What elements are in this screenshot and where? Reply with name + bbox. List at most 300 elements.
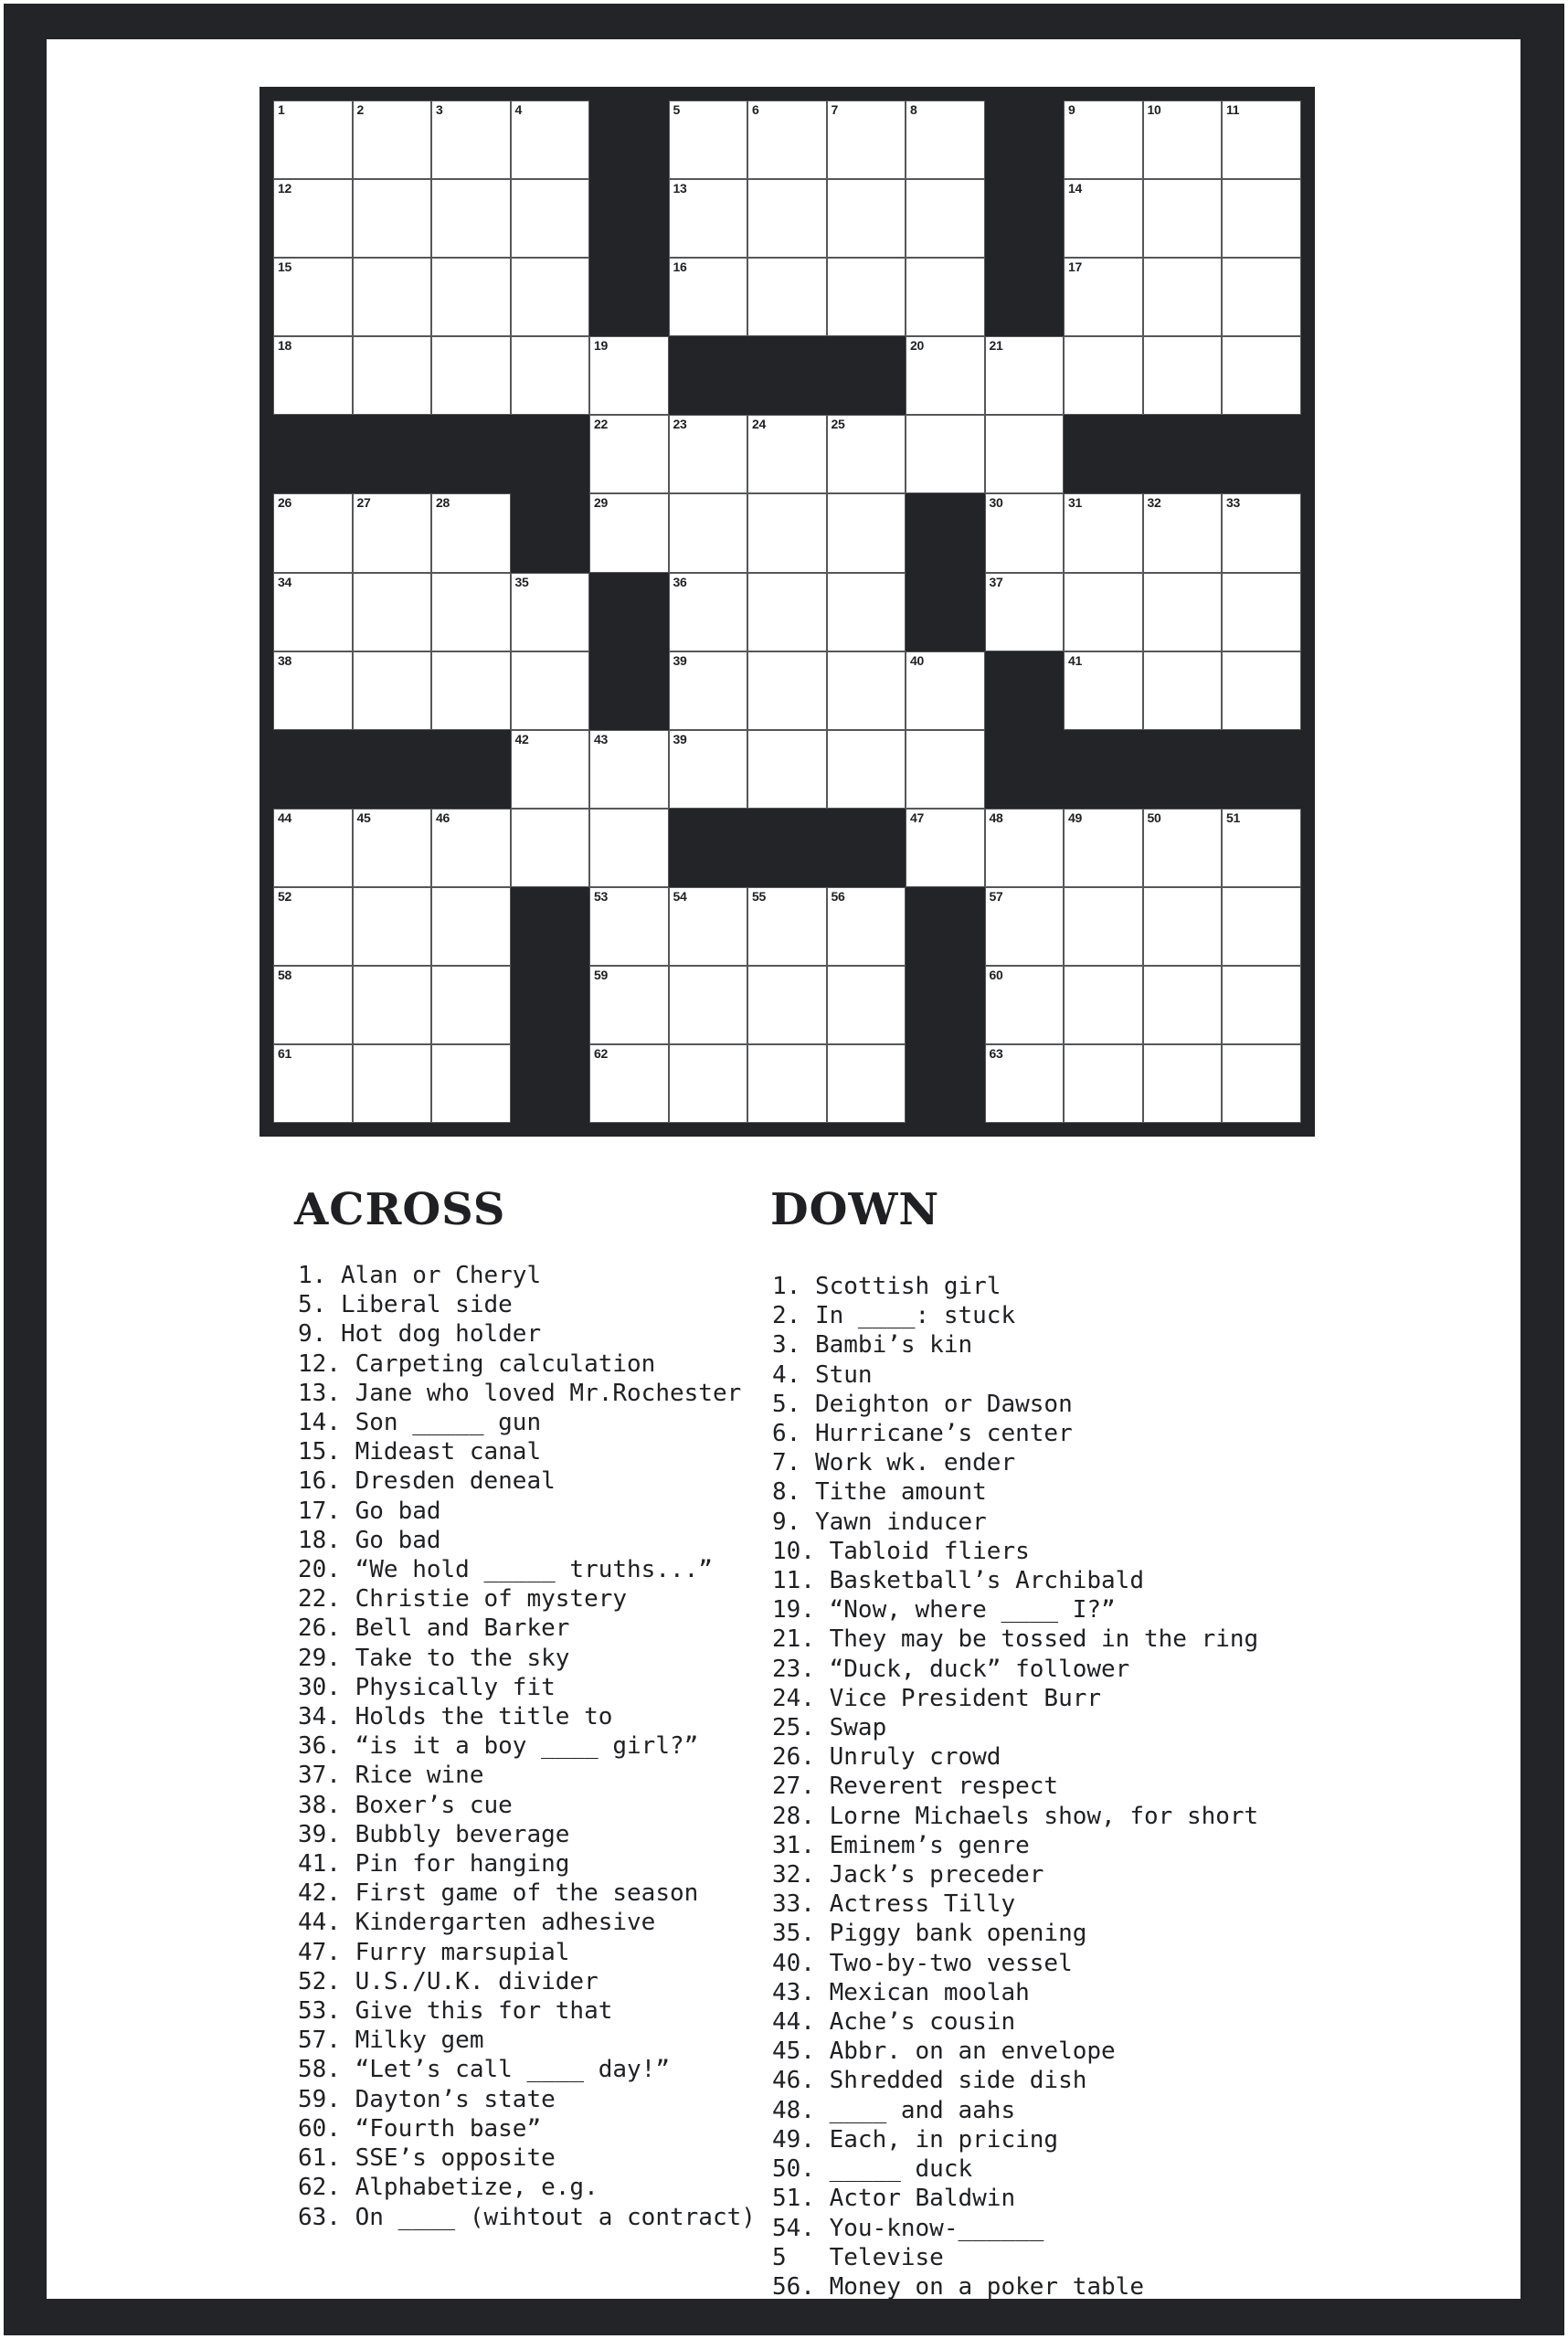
down-clue: 44. Ache’s cousin xyxy=(772,2008,1016,2037)
grid-cell[interactable] xyxy=(906,809,985,887)
grid-cell[interactable] xyxy=(1064,179,1143,258)
grid-cell-black xyxy=(1143,415,1223,493)
cell-number: 42 xyxy=(514,731,529,746)
grid-cell[interactable] xyxy=(747,493,827,572)
cell-number: 35 xyxy=(514,574,529,589)
grid-cell[interactable] xyxy=(1143,651,1223,730)
grid-cell[interactable] xyxy=(827,179,906,258)
grid-cell[interactable] xyxy=(511,179,590,258)
cell-number: 55 xyxy=(752,888,766,904)
down-clue: 45. Abbr. on an envelope xyxy=(772,2037,1116,2066)
grid-cell[interactable] xyxy=(747,179,827,258)
cell-number: 2 xyxy=(356,102,364,117)
across-clue: 38. Boxer’s cue xyxy=(298,1791,513,1819)
down-clue: 51. Actor Baldwin xyxy=(772,2185,1016,2213)
grid-cell[interactable] xyxy=(353,179,432,258)
grid-cell-black xyxy=(906,493,985,572)
grid-cell[interactable] xyxy=(1222,809,1301,887)
grid-cell[interactable] xyxy=(353,258,432,336)
grid-cell[interactable] xyxy=(827,651,906,730)
across-clue: 34. Holds the title to xyxy=(298,1703,613,1731)
grid-cell[interactable] xyxy=(353,336,432,415)
grid-cell[interactable] xyxy=(1064,493,1143,572)
grid-cell-black xyxy=(589,651,669,730)
grid-cell[interactable] xyxy=(431,258,511,336)
cell-number: 51 xyxy=(1226,810,1240,825)
down-clue: 26. Unruly crowd xyxy=(772,1743,1001,1772)
across-clue: 15. Mideast canal xyxy=(298,1438,542,1466)
grid-cell[interactable] xyxy=(906,179,985,258)
down-clue: 9. Yawn inducer xyxy=(772,1508,987,1536)
grid-cell[interactable] xyxy=(747,573,827,651)
grid-cell[interactable] xyxy=(353,966,432,1044)
grid-cell[interactable] xyxy=(906,651,985,730)
grid-cell[interactable] xyxy=(431,1044,511,1123)
down-clue: 31. Eminem’s genre xyxy=(772,1831,1030,1859)
down-clue: 19. “Now, where ____ I?” xyxy=(772,1596,1116,1625)
grid-cell-black xyxy=(906,966,985,1044)
grid-cell[interactable] xyxy=(353,887,432,966)
grid-cell[interactable] xyxy=(669,887,748,966)
down-clue: 54. You-know-______ xyxy=(772,2214,1044,2242)
grid-cell[interactable] xyxy=(1143,336,1223,415)
across-clue: 44. Kindergarten adhesive xyxy=(298,1909,656,1937)
grid-cell[interactable] xyxy=(431,966,511,1044)
grid-cell[interactable] xyxy=(431,809,511,887)
grid-cell[interactable] xyxy=(589,887,669,966)
across-clue: 62. Alphabetize, e.g. xyxy=(298,2174,599,2202)
across-clue: 58. “Let’s call ____ day!” xyxy=(298,2056,670,2084)
grid-cell-black xyxy=(511,1044,590,1123)
across-clue: 29. Take to the sky xyxy=(298,1644,570,1672)
grid-cell-black xyxy=(511,966,590,1044)
cell-number: 1 xyxy=(278,102,285,117)
grid-cell[interactable] xyxy=(827,493,906,572)
cell-number: 40 xyxy=(910,652,924,668)
grid-cell[interactable] xyxy=(827,101,906,179)
across-heading: ACROSS xyxy=(294,1184,506,1235)
grid-cell[interactable] xyxy=(669,730,748,809)
grid-cell[interactable] xyxy=(1064,651,1143,730)
cell-number: 15 xyxy=(278,259,291,275)
across-clue: 37. Rice wine xyxy=(298,1762,484,1790)
grid-cell-black xyxy=(985,730,1065,809)
grid-cell[interactable] xyxy=(511,573,590,651)
across-clue: 13. Jane who loved Mr.Rochester xyxy=(298,1379,742,1407)
cell-number: 14 xyxy=(1068,181,1082,196)
down-clue: 7. Work wk. ender xyxy=(772,1449,1016,1477)
grid-cell[interactable] xyxy=(985,1044,1065,1123)
grid-cell[interactable] xyxy=(747,1044,827,1123)
grid-cell[interactable] xyxy=(353,809,432,887)
grid-cell-black xyxy=(589,179,669,258)
grid-cell-black xyxy=(353,730,432,809)
grid-cell[interactable] xyxy=(1222,651,1301,730)
down-clue-list xyxy=(772,1272,1258,2302)
grid-cell-black xyxy=(1064,730,1143,809)
grid-cell-black xyxy=(589,573,669,651)
down-clue: 10. Tabloid fliers xyxy=(772,1537,1030,1565)
grid-cell[interactable] xyxy=(1143,966,1223,1044)
grid-cell-black xyxy=(985,651,1065,730)
grid-cell-black xyxy=(273,415,353,493)
cell-number: 41 xyxy=(1068,652,1082,668)
down-clue: 49. Each, in pricing xyxy=(772,2125,1059,2154)
grid-cell[interactable] xyxy=(1064,258,1143,336)
down-clue: 33. Actress Tilly xyxy=(772,1890,1016,1919)
grid-cell[interactable] xyxy=(1222,101,1301,179)
grid-cell[interactable] xyxy=(273,336,353,415)
across-clue: 63. On ____ (wihtout a contract) xyxy=(298,2203,756,2231)
grid-cell[interactable] xyxy=(431,336,511,415)
cell-number: 45 xyxy=(356,810,371,825)
grid-cell[interactable] xyxy=(353,1044,432,1123)
down-clue: 35. Piggy bank opening xyxy=(772,1920,1087,1948)
grid-cell[interactable] xyxy=(273,101,353,179)
grid-cell-black xyxy=(1222,415,1301,493)
down-clue: 43. Mexican moolah xyxy=(772,1978,1030,2006)
cell-number: 62 xyxy=(594,1046,608,1062)
grid-cell-black xyxy=(589,258,669,336)
grid-cell-black xyxy=(511,493,590,572)
across-clue: 18. Go bad xyxy=(298,1526,441,1554)
grid-cell[interactable] xyxy=(747,966,827,1044)
grid-cell[interactable] xyxy=(747,651,827,730)
down-clue: 3. Bambi’s kin xyxy=(772,1331,973,1360)
grid-cell[interactable] xyxy=(511,258,590,336)
grid-cell-black xyxy=(985,179,1065,258)
across-clue: 47. Furry marsupial xyxy=(298,1938,570,1966)
across-clue: 57. Milky gem xyxy=(298,2027,484,2055)
grid-cell[interactable] xyxy=(589,493,669,572)
grid-cell[interactable] xyxy=(1064,573,1143,651)
grid-cell[interactable] xyxy=(353,651,432,730)
cell-number: 37 xyxy=(989,574,1003,589)
grid-cell[interactable] xyxy=(669,415,748,493)
cell-number: 60 xyxy=(989,968,1003,983)
cell-number: 29 xyxy=(594,495,608,511)
grid-cell[interactable] xyxy=(431,101,511,179)
cell-number: 11 xyxy=(1226,102,1240,117)
grid-cell[interactable] xyxy=(1222,966,1301,1044)
grid-cell[interactable] xyxy=(1222,179,1301,258)
grid-cell[interactable] xyxy=(273,966,353,1044)
cell-number: 22 xyxy=(594,417,608,432)
grid-cell[interactable] xyxy=(511,101,590,179)
grid-cell[interactable] xyxy=(431,887,511,966)
down-clue: 25. Swap xyxy=(772,1714,887,1742)
grid-cell[interactable] xyxy=(511,651,590,730)
cell-number: 5 xyxy=(673,102,680,117)
cell-number: 31 xyxy=(1068,495,1082,511)
down-clue: 28. Lorne Michaels show, for short xyxy=(772,1802,1259,1830)
down-clue: 6. Hurricane’s center xyxy=(772,1420,1073,1448)
grid-cell[interactable] xyxy=(669,258,748,336)
cell-number: 63 xyxy=(989,1046,1003,1062)
grid-cell[interactable] xyxy=(1143,258,1223,336)
cell-number: 12 xyxy=(278,181,291,196)
grid-cell[interactable] xyxy=(747,101,827,179)
cell-number: 19 xyxy=(594,338,608,354)
down-clue: 32. Jack’s preceder xyxy=(772,1861,1044,1889)
grid-cell[interactable] xyxy=(273,1044,353,1123)
grid-cell-black xyxy=(353,415,432,493)
cell-number: 9 xyxy=(1068,102,1075,117)
cell-number: 38 xyxy=(278,652,291,668)
down-clue: 1. Scottish girl xyxy=(772,1273,1001,1300)
cell-number: 18 xyxy=(278,338,291,354)
across-clue: 20. “We hold _____ truths...” xyxy=(298,1556,713,1584)
cell-number: 24 xyxy=(752,417,766,432)
grid-cell-black xyxy=(906,573,985,651)
grid-cell-black xyxy=(511,415,590,493)
grid-cell[interactable] xyxy=(906,336,985,415)
grid-cell[interactable] xyxy=(1064,336,1143,415)
grid-cell[interactable] xyxy=(431,179,511,258)
grid-cell-black xyxy=(669,809,748,887)
grid-cell-black xyxy=(985,101,1065,179)
cell-number: 47 xyxy=(910,810,924,825)
grid-cell[interactable] xyxy=(985,809,1065,887)
grid-cell-black xyxy=(1143,730,1223,809)
grid-cell[interactable] xyxy=(827,887,906,966)
grid-cell[interactable] xyxy=(985,415,1065,493)
grid-cell[interactable] xyxy=(511,730,590,809)
grid-cell[interactable] xyxy=(1222,887,1301,966)
grid-cell[interactable] xyxy=(1222,573,1301,651)
grid-cell[interactable] xyxy=(985,493,1065,572)
across-clue: 53. Give this for that xyxy=(298,1997,613,2026)
cell-number: 4 xyxy=(514,102,522,117)
grid-cell[interactable] xyxy=(273,493,353,572)
grid-cell[interactable] xyxy=(589,415,669,493)
grid-cell[interactable] xyxy=(273,809,353,887)
grid-cell-black xyxy=(1222,730,1301,809)
grid-cell[interactable] xyxy=(669,1044,748,1123)
grid-cell[interactable] xyxy=(827,415,906,493)
cell-number: 7 xyxy=(831,102,838,117)
grid-cell[interactable] xyxy=(747,258,827,336)
grid-cell[interactable] xyxy=(1064,101,1143,179)
grid-cell[interactable] xyxy=(827,573,906,651)
grid-cell[interactable] xyxy=(669,573,748,651)
grid-cell-black xyxy=(431,415,511,493)
cell-number: 36 xyxy=(673,574,687,589)
across-clue-list xyxy=(298,1261,756,2232)
grid-cell[interactable] xyxy=(1222,336,1301,415)
cell-number: 23 xyxy=(673,417,687,432)
grid-cell[interactable] xyxy=(1143,1044,1223,1123)
across-clue: 60. “Fourth base” xyxy=(298,2114,542,2143)
grid-cell[interactable] xyxy=(1143,573,1223,651)
grid-cell[interactable] xyxy=(1143,809,1223,887)
down-clue: 40. Two-by-two vessel xyxy=(772,1949,1073,1977)
cell-number: 13 xyxy=(673,181,687,196)
across-clue: 22. Christie of mystery xyxy=(298,1585,628,1614)
grid-cell[interactable] xyxy=(669,966,748,1044)
grid-cell[interactable] xyxy=(1222,493,1301,572)
grid-cell-black xyxy=(827,336,906,415)
grid-cell[interactable] xyxy=(827,1044,906,1123)
grid-cell[interactable] xyxy=(589,809,669,887)
across-clue: 39. Bubbly beverage xyxy=(298,1820,570,1848)
across-clue: 41. Pin for hanging xyxy=(298,1850,570,1879)
down-clue: 8. Tithe amount xyxy=(772,1478,987,1507)
grid-cell[interactable] xyxy=(353,573,432,651)
down-clue: 5 Televise xyxy=(772,2243,944,2271)
grid-cell[interactable] xyxy=(589,1044,669,1123)
cell-number: 27 xyxy=(356,495,371,511)
grid-cell-black xyxy=(589,101,669,179)
grid-cell[interactable] xyxy=(589,336,669,415)
across-clue: 17. Go bad xyxy=(298,1497,441,1525)
across-clue: 16. Dresden deneal xyxy=(298,1467,556,1496)
down-clue: 27. Reverent respect xyxy=(772,1773,1059,1801)
down-clue: 48. ____ and aahs xyxy=(772,2096,1016,2124)
across-clue: 14. Son _____ gun xyxy=(298,1409,542,1437)
grid-cell[interactable] xyxy=(827,258,906,336)
grid-cell[interactable] xyxy=(669,493,748,572)
grid-cell[interactable] xyxy=(669,101,748,179)
cell-number: 39 xyxy=(673,652,687,668)
grid-cell[interactable] xyxy=(747,730,827,809)
grid-cell[interactable] xyxy=(906,730,985,809)
grid-cell-black xyxy=(431,730,511,809)
grid-cell[interactable] xyxy=(273,258,353,336)
grid-cell[interactable] xyxy=(273,179,353,258)
across-clue: 26. Bell and Barker xyxy=(298,1614,570,1643)
cell-number: 26 xyxy=(278,495,291,511)
grid-cell[interactable] xyxy=(1064,809,1143,887)
down-clue: 50. _____ duck xyxy=(772,2155,973,2184)
grid-cell[interactable] xyxy=(273,651,353,730)
cell-number: 17 xyxy=(1068,259,1082,275)
grid-cell[interactable] xyxy=(827,966,906,1044)
cell-number: 32 xyxy=(1147,495,1161,511)
grid-cell-black xyxy=(747,336,827,415)
grid-cell[interactable] xyxy=(985,887,1065,966)
cell-number: 59 xyxy=(594,968,608,983)
cell-number: 46 xyxy=(436,810,450,825)
cell-number: 49 xyxy=(1068,810,1082,825)
cell-number: 3 xyxy=(436,102,443,117)
grid-cell[interactable] xyxy=(747,415,827,493)
down-clue: 4. Stun xyxy=(772,1360,873,1389)
grid-cell[interactable] xyxy=(906,258,985,336)
grid-cell[interactable] xyxy=(431,493,511,572)
cell-number: 34 xyxy=(278,574,291,589)
grid-cell[interactable] xyxy=(511,809,590,887)
across-clue: 9. Hot dog holder xyxy=(298,1320,542,1349)
cell-number: 54 xyxy=(673,888,687,904)
grid-cell-black xyxy=(827,809,906,887)
grid-cell[interactable] xyxy=(511,336,590,415)
cell-number: 25 xyxy=(831,417,845,432)
grid-cell[interactable] xyxy=(353,101,432,179)
grid-cell[interactable] xyxy=(589,966,669,1044)
grid-cell[interactable] xyxy=(1064,1044,1143,1123)
grid-cell-black xyxy=(906,1044,985,1123)
cell-number: 39 xyxy=(673,731,687,746)
grid-cell-black xyxy=(273,730,353,809)
across-clue: 5. Liberal side xyxy=(298,1291,513,1319)
down-heading: DOWN xyxy=(770,1184,940,1235)
crossword-grid xyxy=(260,87,1315,1137)
grid-cell[interactable] xyxy=(1064,966,1143,1044)
down-clue: 21. They may be tossed in the ring xyxy=(772,1625,1259,1654)
across-clue: 61. SSE’s opposite xyxy=(298,2144,556,2173)
cell-number: 28 xyxy=(436,495,450,511)
cell-number: 53 xyxy=(594,888,608,904)
across-clue: 30. Physically fit xyxy=(298,1673,556,1701)
cell-number: 16 xyxy=(673,259,687,275)
cell-number: 44 xyxy=(278,810,291,825)
grid-cell[interactable] xyxy=(589,730,669,809)
across-clue: 42. First game of the season xyxy=(298,1879,699,1908)
down-clue: 46. Shredded side dish xyxy=(772,2067,1087,2095)
cell-number: 33 xyxy=(1226,495,1240,511)
grid-cell[interactable] xyxy=(1064,887,1143,966)
grid-cell[interactable] xyxy=(669,179,748,258)
cell-number: 61 xyxy=(278,1046,291,1062)
down-clue: 2. In ____: stuck xyxy=(772,1302,1016,1330)
grid-cell[interactable] xyxy=(985,336,1065,415)
grid-cell[interactable] xyxy=(1222,258,1301,336)
grid-cell-black xyxy=(669,336,748,415)
grid-cell[interactable] xyxy=(906,415,985,493)
cell-number: 30 xyxy=(989,495,1003,511)
grid-cell-black xyxy=(906,887,985,966)
cell-number: 6 xyxy=(752,102,759,117)
grid-cell[interactable] xyxy=(1143,493,1223,572)
grid-cell[interactable] xyxy=(431,573,511,651)
grid-cell[interactable] xyxy=(273,573,353,651)
across-clue: 12. Carpeting calculation xyxy=(298,1349,656,1378)
cell-number: 21 xyxy=(989,338,1003,354)
cell-number: 43 xyxy=(594,731,608,746)
grid-cell[interactable] xyxy=(431,651,511,730)
cell-number: 10 xyxy=(1147,102,1161,117)
down-clue: 24. Vice President Burr xyxy=(772,1684,1102,1712)
cell-number: 57 xyxy=(989,888,1003,904)
grid-cell[interactable] xyxy=(1143,887,1223,966)
grid-cell[interactable] xyxy=(747,887,827,966)
grid-cell[interactable] xyxy=(669,651,748,730)
down-clue: 23. “Duck, duck” follower xyxy=(772,1655,1130,1683)
grid-cell[interactable] xyxy=(985,573,1065,651)
grid-cell[interactable] xyxy=(827,730,906,809)
grid-cell-black xyxy=(511,887,590,966)
grid-cell[interactable] xyxy=(1143,179,1223,258)
across-clue: 52. U.S./U.K. divider xyxy=(298,1967,599,1995)
cell-number: 20 xyxy=(910,338,924,354)
grid-cell[interactable] xyxy=(273,887,353,966)
grid-cell-black xyxy=(985,258,1065,336)
grid-cell-black xyxy=(1064,415,1143,493)
cell-number: 48 xyxy=(989,810,1003,825)
grid-cell[interactable] xyxy=(1222,1044,1301,1123)
grid-cell[interactable] xyxy=(985,966,1065,1044)
across-clue: 59. Dayton’s state xyxy=(298,2085,556,2113)
across-clue: 1. Alan or Cheryl xyxy=(298,1262,542,1289)
down-clue: 5. Deighton or Dawson xyxy=(772,1390,1073,1418)
grid-cell[interactable] xyxy=(353,493,432,572)
down-clue: 11. Basketball’s Archibald xyxy=(772,1567,1144,1595)
cell-number: 52 xyxy=(278,888,291,904)
grid-cell[interactable] xyxy=(906,101,985,179)
grid-cell[interactable] xyxy=(1143,101,1223,179)
across-clue: 36. “is it a boy ____ girl?” xyxy=(298,1732,699,1761)
